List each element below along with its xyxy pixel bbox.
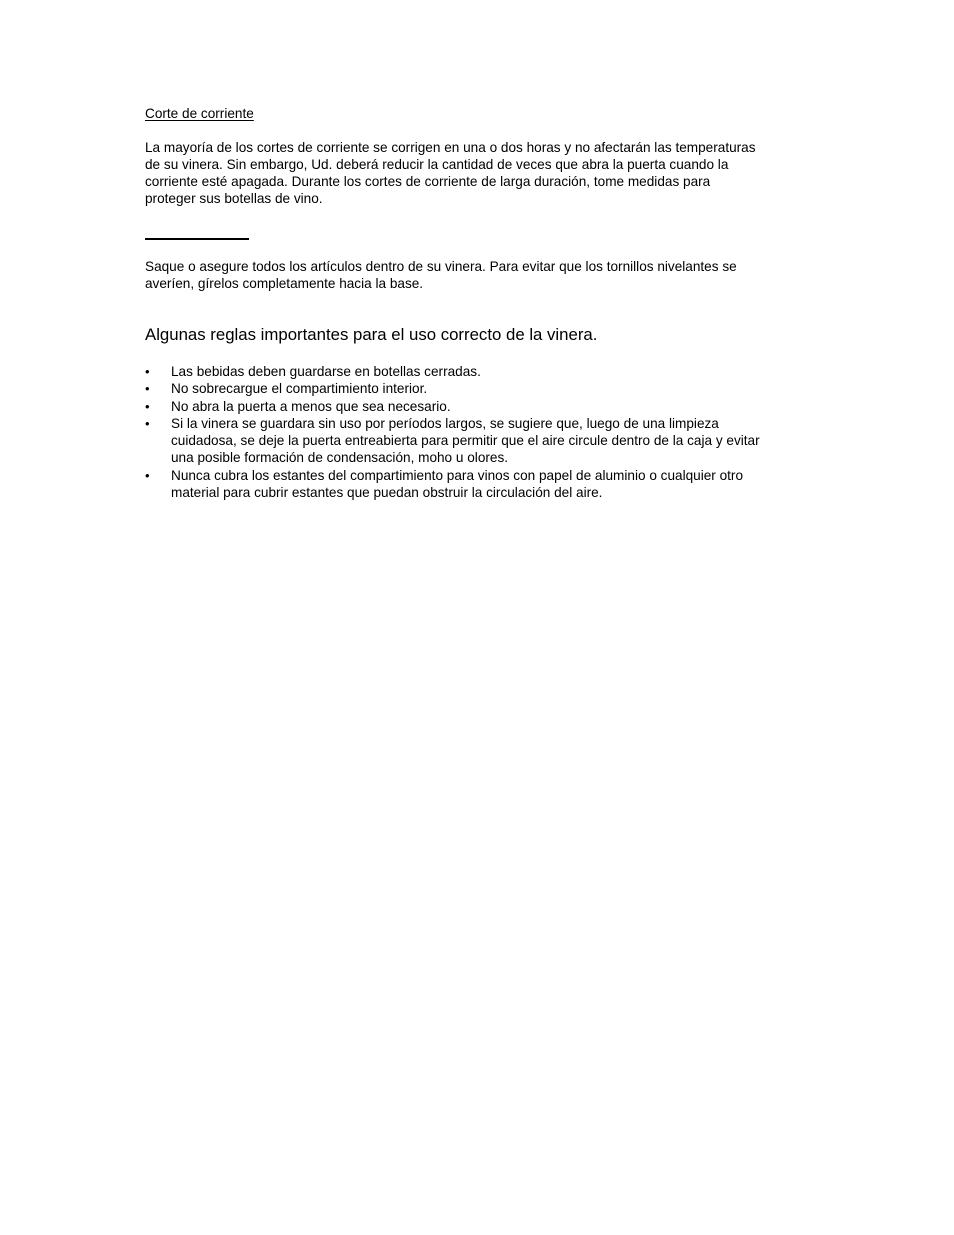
list-item-text: No sobrecargue el compartimiento interior.: [171, 381, 428, 397]
usage-rules-list: [145, 363, 815, 501]
paragraph-line: La mayoría de los cortes de corriente se corrigen en una o dos horas y no afectarán las temperaturas: [145, 140, 756, 155]
section-divider-line: [145, 238, 249, 240]
moving-paragraph: [145, 258, 815, 292]
list-item-text: Las bebidas deben guardarse en botellas cerradas.: [171, 364, 481, 379]
list-item-text: Nunca cubra los estantes del compartimiento para vinos con papel de aluminio o cualquier otro: [171, 467, 744, 483]
section-heading-usage-rules: Algunas reglas importantes para el uso correcto de la vinera.: [145, 325, 598, 344]
paragraph-line: proteger sus botellas de vino.: [145, 191, 323, 206]
list-item-text: No abra la puerta a menos que sea necesario.: [171, 398, 451, 414]
list-item-text: cuidadosa, se deje la puerta entreabierta para permitir que el aire circule dentro de la caja y evitar: [171, 433, 760, 449]
bullet-icon: •: [145, 364, 150, 379]
paragraph-line: averíen, gírelos completamente hacia la base.: [145, 276, 424, 291]
list-item: [145, 467, 815, 502]
list-item-text: material para cubrir estantes que puedan obstruir la circulación del aire.: [171, 485, 603, 501]
paragraph-line: corriente esté apagada. Durante los cortes de corriente de larga duración, tome medidas para: [145, 174, 711, 189]
bullet-icon: •: [145, 467, 150, 483]
list-item-text: Si la vinera se guardara sin uso por períodos largos, se sugiere que, luego de una limpieza: [171, 415, 719, 431]
list-item: [145, 380, 815, 397]
bullet-icon: •: [145, 398, 150, 414]
list-item-text: una posible formación de condensación, moho u olores.: [171, 450, 509, 466]
list-item: [145, 363, 815, 380]
power-outage-paragraph: [145, 139, 815, 207]
bullet-icon: •: [145, 381, 150, 397]
paragraph-line: de su vinera. Sin embargo, Ud. deberá reducir la cantidad de veces que abra la puerta cuando la: [145, 157, 729, 172]
bullet-icon: •: [145, 415, 150, 431]
list-item: [145, 398, 815, 415]
paragraph-line: Saque o asegure todos los artículos dentro de su vinera. Para evitar que los tornillos nivelantes se: [145, 259, 737, 274]
section-heading-power-outage: Corte de corriente: [145, 106, 254, 121]
list-item: [145, 415, 815, 467]
